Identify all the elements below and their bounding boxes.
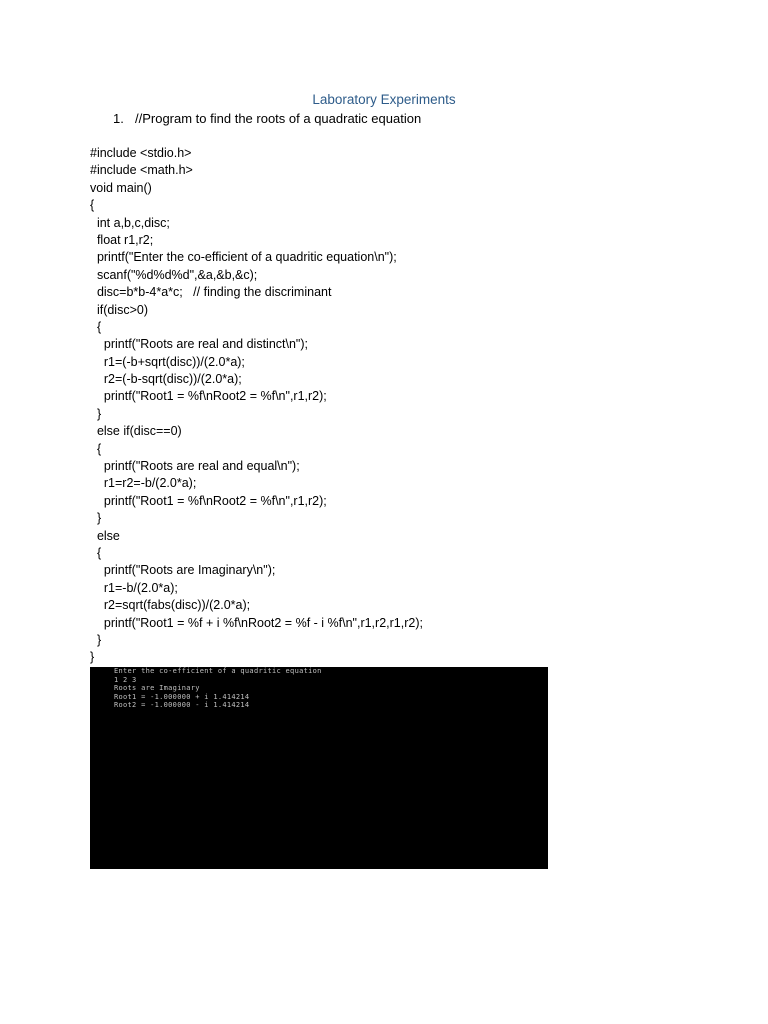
code-line: printf("Enter the co-efficient of a quadritic equation\n"); [90, 250, 397, 265]
code-line: r1=(-b+sqrt(disc))/(2.0*a); [90, 354, 245, 369]
numbered-list-item [113, 111, 421, 126]
list-item-text: //Program to find the roots of a quadratic equation [135, 111, 422, 126]
code-line: else if(disc==0) [90, 424, 182, 439]
code-line: void main() [90, 180, 152, 195]
code-line: printf("Roots are real and distinct\n"); [90, 337, 308, 352]
code-line: #include <stdio.h> [90, 146, 192, 160]
code-line: } [90, 511, 102, 526]
console-line: Roots are Imaginary [114, 684, 200, 692]
console-lines [90, 667, 548, 710]
code-line: r2=sqrt(fabs(disc))/(2.0*a); [90, 598, 251, 613]
console-line: Root2 = -1.000000 - i 1.414214 [114, 701, 250, 709]
code-line: { [90, 198, 95, 213]
code-line: } [90, 406, 102, 421]
code-line: float r1,r2; [90, 232, 154, 247]
code-line: r1=-b/(2.0*a); [90, 580, 178, 595]
code-block [90, 145, 423, 667]
code-line: int a,b,c,disc; [90, 215, 170, 230]
code-line: printf("Root1 = %f\nRoot2 = %f\n",r1,r2); [90, 389, 327, 404]
code-line: else [90, 528, 120, 543]
console-line: Enter the co-efficient of a quadritic equation [114, 667, 322, 675]
console-line: Root1 = -1.000000 + i 1.414214 [114, 692, 250, 701]
console-line: 1 2 3 [114, 675, 137, 684]
code-line: { [90, 441, 102, 456]
code-line: } [90, 632, 102, 647]
code-line: #include <math.h> [90, 163, 193, 178]
page-title: Laboratory Experiments [312, 92, 456, 107]
console-output-screenshot [90, 667, 548, 869]
code-line: r2=(-b-sqrt(disc))/(2.0*a); [90, 372, 242, 387]
code-line: scanf("%d%d%d",&a,&b,&c); [90, 267, 258, 282]
code-line: r1=r2=-b/(2.0*a); [90, 476, 197, 491]
code-line: printf("Root1 = %f + i %f\nRoot2 = %f - i %f\n",r1,r2,r1,r2); [90, 615, 423, 630]
code-line: disc=b*b-4*a*c; // finding the discriminant [90, 285, 332, 300]
code-line: { [90, 319, 102, 334]
code-line: { [90, 545, 102, 560]
code-line: if(disc>0) [90, 302, 149, 317]
code-line: printf("Root1 = %f\nRoot2 = %f\n",r1,r2); [90, 493, 327, 508]
list-item-number: 1. [113, 111, 124, 126]
code-line: printf("Roots are real and equal\n"); [90, 459, 300, 474]
code-line: } [90, 650, 95, 665]
code-line: printf("Roots are Imaginary\n"); [90, 563, 276, 578]
